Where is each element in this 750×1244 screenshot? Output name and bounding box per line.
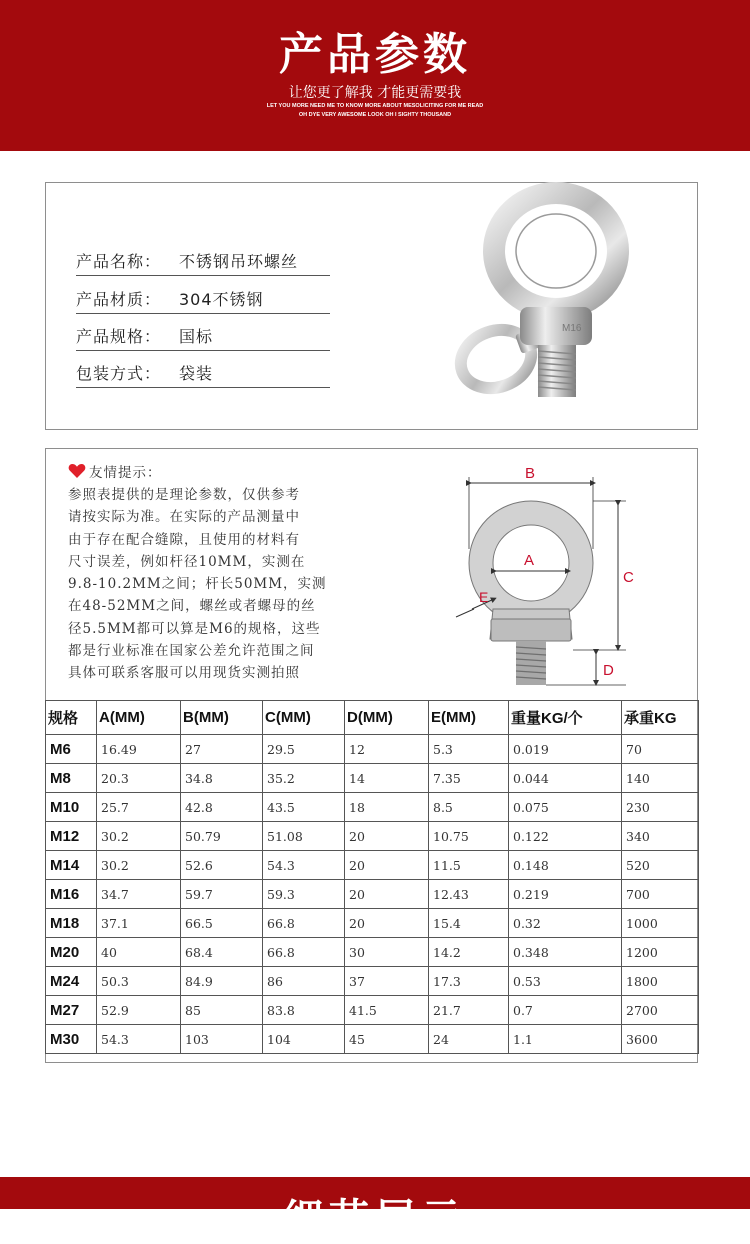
bottom-banner <box>0 1177 750 1242</box>
header-cell: 重量KG/个 <box>509 701 622 735</box>
table-cell: 66.8 <box>263 938 345 967</box>
table-row <box>46 851 699 880</box>
table-cell: 86 <box>263 967 345 996</box>
table-row <box>46 967 699 996</box>
label-c: C <box>623 569 634 586</box>
table-cell: 0.044 <box>509 764 622 793</box>
table-cell: 24 <box>429 1025 509 1054</box>
table-cell: 0.7 <box>509 996 622 1025</box>
table-row <box>46 909 699 938</box>
table-cell: 103 <box>181 1025 263 1054</box>
table-cell: 68.4 <box>181 938 263 967</box>
table-cell: 29.5 <box>263 735 345 764</box>
eye-bolt-product-image <box>438 189 648 425</box>
banner-english-line-1: LET YOU MORE NEED ME TO KNOW MORE ABOUT MESOLICITING FOR ME READ <box>266 103 484 109</box>
table-cell: 0.019 <box>509 735 622 764</box>
table-cell: 1.1 <box>509 1025 622 1054</box>
table-cell: 30.2 <box>97 822 181 851</box>
table-row <box>46 822 699 851</box>
spec-size-cell: M6 <box>46 735 97 764</box>
table-row <box>46 880 699 909</box>
table-cell: 20 <box>345 851 429 880</box>
table-cell: 12 <box>345 735 429 764</box>
table-cell: 70 <box>622 735 699 764</box>
table-cell: 1200 <box>622 938 699 967</box>
table-cell: 520 <box>622 851 699 880</box>
spec-size-cell: M27 <box>46 996 97 1025</box>
info-key: 包装方式： <box>76 364 162 383</box>
dimension-diagram <box>436 459 696 689</box>
table-cell: 59.3 <box>263 880 345 909</box>
bottom-banner-title: 细节展示 <box>283 1196 467 1242</box>
info-row-packaging <box>76 363 330 388</box>
label-a: A <box>524 552 535 569</box>
table-cell: 52.6 <box>181 851 263 880</box>
info-key: 产品规格： <box>76 327 162 346</box>
table-cell: 16.49 <box>97 735 181 764</box>
table-cell: 340 <box>622 822 699 851</box>
banner-subtitle: 让您更了解我 才能更需要我 <box>288 85 462 101</box>
table-cell: 34.7 <box>97 880 181 909</box>
table-cell: 104 <box>263 1025 345 1054</box>
table-cell: 83.8 <box>263 996 345 1025</box>
table-cell: 3600 <box>622 1025 699 1054</box>
spec-size-cell: M8 <box>46 764 97 793</box>
spec-table <box>45 700 699 1054</box>
table-cell: 230 <box>622 793 699 822</box>
spec-size-cell: M20 <box>46 938 97 967</box>
table-cell: 54.3 <box>263 851 345 880</box>
label-b: B <box>525 465 536 482</box>
notice-text: 参照表提供的是理论参数，仅供参考 请按实际为准。在实际的产品测量中 由于存在配合缝隙，且使用的材料有 尺寸误差，例如杆径10MM，实测在 9.8-10.2MM之间；杆长50MM，实测 在48-52MM之间，螺丝或者螺母的丝 径5.5MM都可以算是M6的规格，这些 都是行业标准在国家公差允许范围之间 具体可联系客服可以用现货实测拍照 <box>68 487 327 682</box>
table-cell: 50.3 <box>97 967 181 996</box>
spec-size-cell: M14 <box>46 851 97 880</box>
table-cell: 20 <box>345 909 429 938</box>
table-row <box>46 996 699 1025</box>
table-cell: 8.5 <box>429 793 509 822</box>
header-cell: E(MM) <box>429 701 509 735</box>
spec-size-cell: M16 <box>46 880 97 909</box>
table-cell: 1000 <box>622 909 699 938</box>
banner-title: 产品参数 <box>279 29 471 80</box>
table-cell: 0.219 <box>509 880 622 909</box>
header-cell: A(MM) <box>97 701 181 735</box>
table-cell: 35.2 <box>263 764 345 793</box>
table-cell: 11.5 <box>429 851 509 880</box>
info-key: 产品材质： <box>76 290 162 309</box>
notice-title: 友情提示： <box>89 465 162 481</box>
table-cell: 45 <box>345 1025 429 1054</box>
table-cell: 18 <box>345 793 429 822</box>
table-row <box>46 938 699 967</box>
table-cell: 59.7 <box>181 880 263 909</box>
table-cell: 14 <box>345 764 429 793</box>
label-d: D <box>603 662 614 679</box>
table-cell: 40 <box>97 938 181 967</box>
header-cell: 规格 <box>46 701 97 735</box>
product-info-box <box>45 182 698 430</box>
table-row <box>46 1025 699 1054</box>
table-cell: 66.5 <box>181 909 263 938</box>
table-cell: 50.79 <box>181 822 263 851</box>
table-cell: 2700 <box>622 996 699 1025</box>
table-row <box>46 793 699 822</box>
info-value: 袋装 <box>179 364 214 383</box>
table-cell: 51.08 <box>263 822 345 851</box>
table-cell: 7.35 <box>429 764 509 793</box>
spec-size-cell: M30 <box>46 1025 97 1054</box>
table-cell: 84.9 <box>181 967 263 996</box>
info-value: 国标 <box>179 327 214 346</box>
header-cell: D(MM) <box>345 701 429 735</box>
table-cell: 21.7 <box>429 996 509 1025</box>
header-cell: 承重KG <box>622 701 699 735</box>
table-cell: 0.32 <box>509 909 622 938</box>
header-cell: C(MM) <box>263 701 345 735</box>
table-cell: 54.3 <box>97 1025 181 1054</box>
table-cell: 17.3 <box>429 967 509 996</box>
label-e: E <box>479 589 489 605</box>
table-cell: 20 <box>345 822 429 851</box>
table-cell: 20.3 <box>97 764 181 793</box>
info-row-material <box>76 289 330 314</box>
table-cell: 52.9 <box>97 996 181 1025</box>
table-header-row <box>46 701 699 735</box>
table-cell: 12.43 <box>429 880 509 909</box>
table-cell: 0.348 <box>509 938 622 967</box>
table-cell: 15.4 <box>429 909 509 938</box>
table-cell: 25.7 <box>97 793 181 822</box>
table-cell: 30.2 <box>97 851 181 880</box>
spec-size-cell: M10 <box>46 793 97 822</box>
bolt-marking: M16 <box>562 323 582 334</box>
info-row-spec <box>76 326 330 351</box>
table-cell: 34.8 <box>181 764 263 793</box>
table-cell: 37 <box>345 967 429 996</box>
table-cell: 0.53 <box>509 967 622 996</box>
table-cell: 1800 <box>622 967 699 996</box>
table-cell: 85 <box>181 996 263 1025</box>
table-cell: 140 <box>622 764 699 793</box>
table-cell: 30 <box>345 938 429 967</box>
table-cell: 20 <box>345 880 429 909</box>
spec-size-cell: M18 <box>46 909 97 938</box>
banner-english-text <box>255 102 495 120</box>
spec-size-cell: M24 <box>46 967 97 996</box>
table-cell: 0.122 <box>509 822 622 851</box>
table-cell: 43.5 <box>263 793 345 822</box>
info-row-name <box>76 251 330 276</box>
table-row <box>46 764 699 793</box>
heart-icon <box>68 463 86 479</box>
spec-size-cell: M12 <box>46 822 97 851</box>
info-value: 不锈钢吊环螺丝 <box>179 252 299 271</box>
table-cell: 37.1 <box>97 909 181 938</box>
table-cell: 14.2 <box>429 938 509 967</box>
top-banner <box>0 0 750 151</box>
parameter-box <box>45 448 698 1063</box>
info-value: 304不锈钢 <box>179 290 264 309</box>
table-row <box>46 735 699 764</box>
table-cell: 66.8 <box>263 909 345 938</box>
info-key: 产品名称： <box>76 252 162 271</box>
table-cell: 27 <box>181 735 263 764</box>
table-cell: 10.75 <box>429 822 509 851</box>
table-cell: 700 <box>622 880 699 909</box>
table-cell: 42.8 <box>181 793 263 822</box>
table-cell: 0.148 <box>509 851 622 880</box>
table-cell: 5.3 <box>429 735 509 764</box>
table-cell: 0.075 <box>509 793 622 822</box>
table-body <box>46 735 699 1054</box>
header-cell: B(MM) <box>181 701 263 735</box>
banner-english-line-2: OH DYE VERY AWESOME LOOK OH I SIGHTY THOUSAND <box>298 112 452 118</box>
table-cell: 41.5 <box>345 996 429 1025</box>
